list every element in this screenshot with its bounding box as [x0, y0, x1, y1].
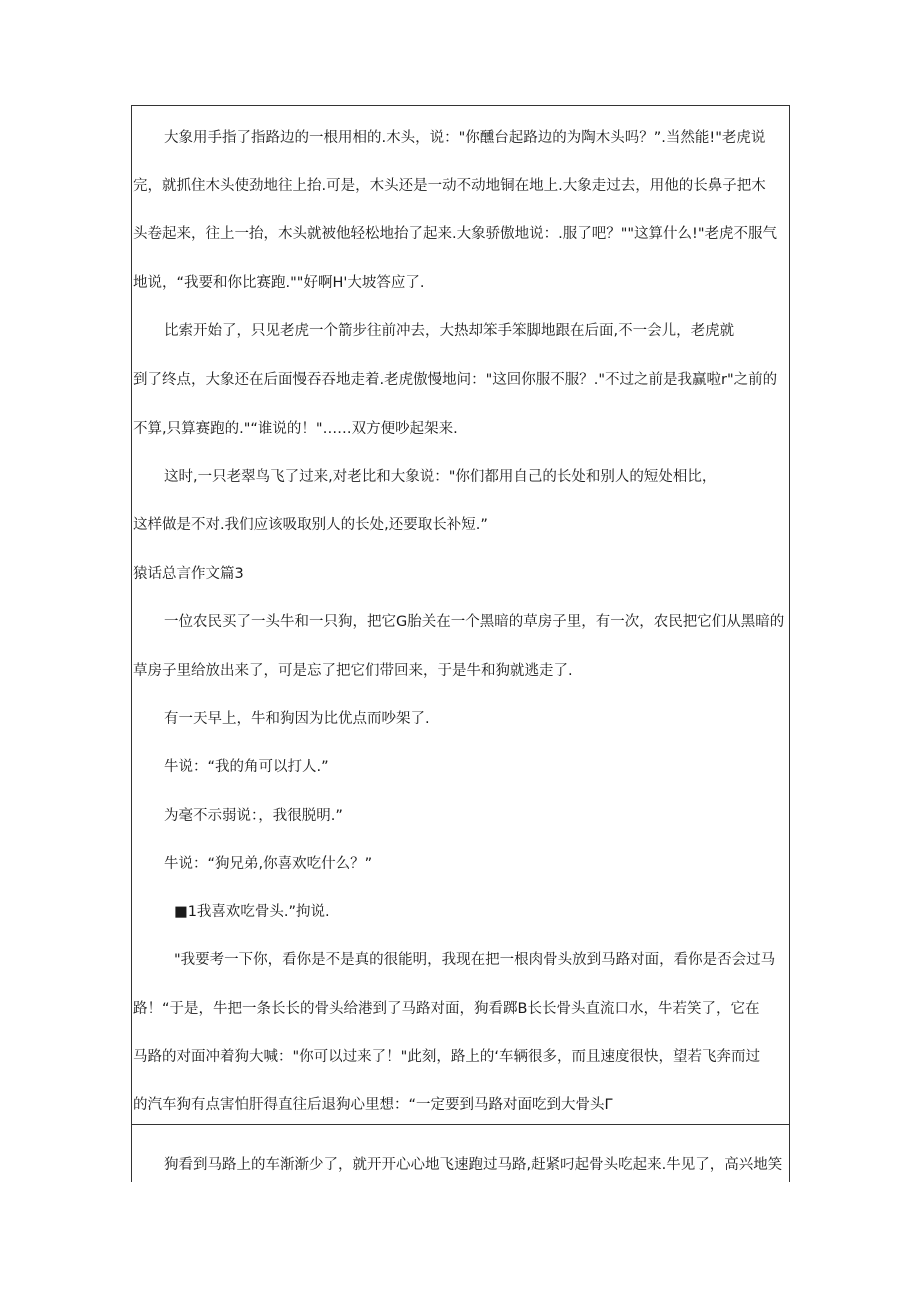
text-line: 头卷起来，往上一抬，木头就被他轻松地抬了起来.大象骄傲地说：.服了吧？""这算什么!"老虎不服气 — [133, 226, 778, 242]
text-line: ■1我喜欢吃骨头.”拘说. — [174, 904, 330, 920]
text-line: 有一天早上，牛和狗因为比优点而吵架了. — [164, 711, 430, 727]
frame-right-border — [789, 105, 790, 1182]
text-line: 一位农民买了一头牛和一只狗，把它G胎关在一个黑暗的草房子里，有一次，农民把它们从黑暗的 — [164, 614, 785, 630]
text-line: 狗看到马路上的车渐渐少了，就开开心心地飞速跑过马路,赶紧叼起骨头吃起来.牛见了，高兴地笑 — [164, 1157, 783, 1173]
text-line: 这样做是不对.我们应该吸取别人的长处,还要取长补短.” — [133, 517, 488, 533]
section-heading: 猿话总言作文篇3 — [133, 566, 244, 582]
text-line: 不算,只算赛跑的."“谁说的！"……双方便吵起架来. — [133, 421, 458, 437]
text-line: 这时,一只老翠鸟飞了过来,对老比和大象说："你们都用自己的长处和别人的短处相比， — [164, 469, 717, 485]
text-line: 完，就抓住木头使劲地往上抬.可是，木头还是一动不动地铜在地上.大象走过去，用他的长鼻子把木 — [133, 178, 766, 194]
text-line: 为毫不示弱说：，我很脱明.” — [164, 808, 343, 824]
text-line: "我要考一下你，看你是不是真的很能明，我现在把一根肉骨头放到马路对面，看你是否会过马 — [174, 952, 776, 968]
text-line: 比索开始了，只见老虎一个箭步往前冲去，大热却笨手笨脚地跟在后面,不一会儿，老虎就 — [164, 323, 735, 339]
text-line: 牛说：“我的角可以打人.” — [164, 759, 329, 775]
text-line: 的汽车狗有点害怕肝得直往后退狗心里想：“一定要到马路对面吃到大骨头Γ — [133, 1097, 613, 1113]
text-line: 牛说：“狗兄弟,你喜欢吃什么？” — [164, 856, 373, 872]
frame-left-border — [131, 105, 132, 1182]
text-line: 地说，“我要和你比赛跑.""好啊H'大坡答应了. — [133, 275, 425, 291]
text-line: 路！“于是，牛把一条长长的骨头给港到了马路对面，狗看踯B长长骨头直流口水，牛若笑了，它在 — [133, 1001, 760, 1017]
frame-top-border — [131, 105, 790, 106]
frame-row-divider — [131, 1124, 790, 1125]
text-line: 大象用手指了指路边的一根用相的.木头，说："你醺台起路边的为陶木头吗？”.当然能!"老虎说 — [164, 130, 766, 146]
text-line: 马路的对面冲着狗大喊："你可以过来了！"此刻，路上的‘车辆很多，而且速度很快，望若飞奔而过 — [133, 1049, 760, 1065]
text-line: 草房子里给放出来了，可是忘了把它们带回来，于是牛和狗就逃走了. — [133, 663, 573, 679]
text-line: 到了终点，大象还在后面慢吞吞地走着.老虎傲慢地问："这回你服不服？."不过之前是我赢啦r"之前的 — [133, 372, 778, 388]
